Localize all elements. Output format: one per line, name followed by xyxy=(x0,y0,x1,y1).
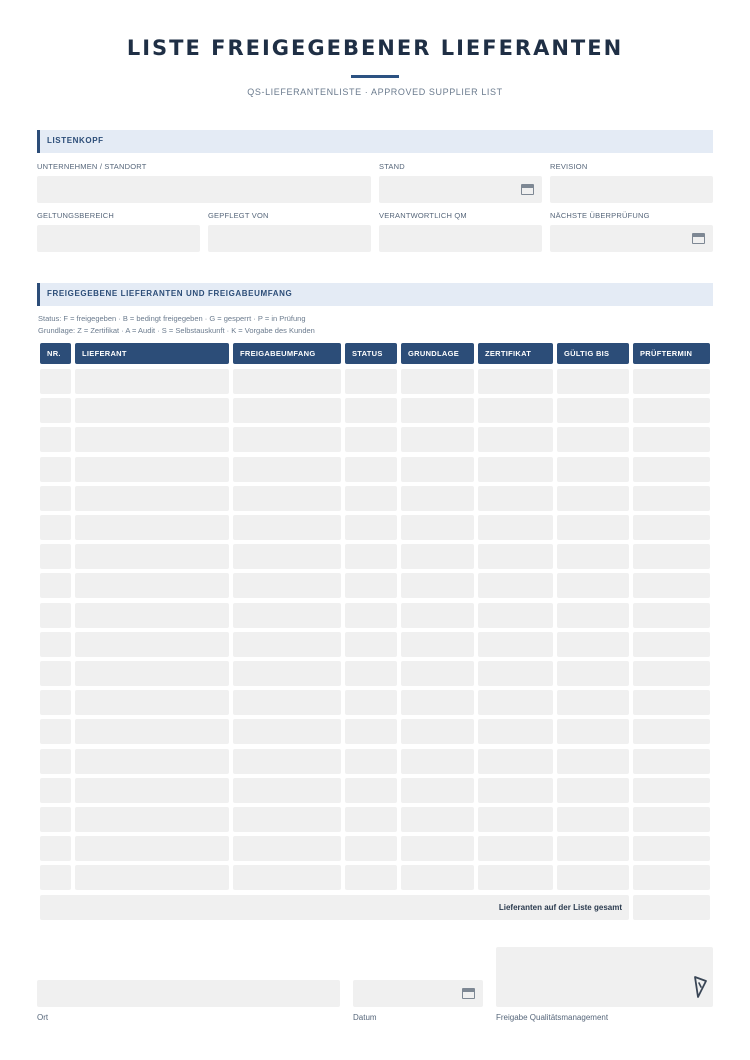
table-cell-basis[interactable] xyxy=(401,603,474,628)
table-cell-supplier[interactable] xyxy=(75,457,229,482)
section-title: LISTENKOPF xyxy=(47,136,104,145)
next-review-date-field[interactable] xyxy=(550,225,713,252)
status-legend: Status: F = freigegeben · B = bedingt freigegeben · G = gesperrt · P = in Prüfung xyxy=(38,314,306,323)
table-cell-scope[interactable] xyxy=(233,865,341,890)
table-cell-supplier[interactable] xyxy=(75,603,229,628)
table-cell-certificate[interactable] xyxy=(478,603,553,628)
table-cell-valid-until[interactable] xyxy=(557,603,629,628)
table-cell-supplier[interactable] xyxy=(75,865,229,890)
table-cell-status[interactable] xyxy=(345,486,397,511)
next-review-label: NÄCHSTE ÜBERPRÜFUNG xyxy=(550,211,650,220)
revision-label: REVISION xyxy=(550,162,588,171)
table-cell-basis[interactable] xyxy=(401,865,474,890)
column-header-basis: GRUNDLAGE xyxy=(401,343,474,364)
table-cell-basis[interactable] xyxy=(401,690,474,715)
column-header-valid-until: GÜLTIG BIS xyxy=(557,343,629,364)
table-cell-certificate[interactable] xyxy=(478,807,553,832)
table-cell-certificate[interactable] xyxy=(478,661,553,686)
table-cell-basis[interactable] xyxy=(401,778,474,803)
table-cell-review-date[interactable] xyxy=(633,836,710,861)
table-cell-certificate[interactable] xyxy=(478,865,553,890)
date-field[interactable] xyxy=(353,980,483,1007)
table-cell-certificate[interactable] xyxy=(478,369,553,394)
scope-field[interactable] xyxy=(37,225,200,252)
table-cell-status[interactable] xyxy=(345,457,397,482)
section-header-list-header xyxy=(37,130,713,153)
table-cell-review-date[interactable] xyxy=(633,719,710,744)
table-cell-certificate[interactable] xyxy=(478,515,553,540)
column-header-scope: FREIGABEUMFANG xyxy=(233,343,341,364)
table-cell-scope[interactable] xyxy=(233,836,341,861)
table-cell-review-date[interactable] xyxy=(633,690,710,715)
table-cell-nr[interactable] xyxy=(40,807,71,832)
place-field[interactable] xyxy=(37,980,340,1007)
basis-legend: Grundlage: Z = Zertifikat · A = Audit · S = Selbstauskunft · K = Vorgabe des Kunden xyxy=(38,326,315,335)
table-cell-review-date[interactable] xyxy=(633,573,710,598)
table-cell-nr[interactable] xyxy=(40,486,71,511)
maintained-by-field[interactable] xyxy=(208,225,371,252)
table-cell-status[interactable] xyxy=(345,661,397,686)
table-cell-review-date[interactable] xyxy=(633,457,710,482)
stand-date-field[interactable] xyxy=(379,176,542,203)
table-cell-supplier[interactable] xyxy=(75,778,229,803)
table-cell-valid-until[interactable] xyxy=(557,573,629,598)
table-cell-certificate[interactable] xyxy=(478,457,553,482)
table-cell-nr[interactable] xyxy=(40,398,71,423)
column-header-nr: NR. xyxy=(40,343,71,364)
table-cell-status[interactable] xyxy=(345,544,397,569)
revision-field[interactable] xyxy=(550,176,713,203)
table-cell-review-date[interactable] xyxy=(633,398,710,423)
table-cell-scope[interactable] xyxy=(233,719,341,744)
table-cell-basis[interactable] xyxy=(401,369,474,394)
table-cell-scope[interactable] xyxy=(233,427,341,452)
table-cell-certificate[interactable] xyxy=(478,398,553,423)
table-cell-supplier[interactable] xyxy=(75,515,229,540)
section-header-suppliers xyxy=(37,283,713,306)
calendar-icon[interactable] xyxy=(462,988,475,999)
table-cell-valid-until[interactable] xyxy=(557,807,629,832)
table-cell-valid-until[interactable] xyxy=(557,632,629,657)
table-cell-certificate[interactable] xyxy=(478,690,553,715)
scope-label: GELTUNGSBEREICH xyxy=(37,211,115,220)
place-label: Ort xyxy=(37,1013,49,1022)
table-cell-basis[interactable] xyxy=(401,515,474,540)
table-cell-nr[interactable] xyxy=(40,457,71,482)
table-cell-basis[interactable] xyxy=(401,427,474,452)
calendar-icon[interactable] xyxy=(692,233,705,244)
table-cell-status[interactable] xyxy=(345,632,397,657)
table-cell-scope[interactable] xyxy=(233,573,341,598)
table-cell-basis[interactable] xyxy=(401,486,474,511)
table-cell-scope[interactable] xyxy=(233,778,341,803)
qm-signature-field[interactable] xyxy=(496,947,713,1007)
page-title: LISTE FREIGEGEBENER LIEFERANTEN xyxy=(126,36,624,60)
table-cell-valid-until[interactable] xyxy=(557,398,629,423)
table-cell-valid-until[interactable] xyxy=(557,427,629,452)
table-cell-supplier[interactable] xyxy=(75,427,229,452)
table-cell-supplier[interactable] xyxy=(75,749,229,774)
table-cell-nr[interactable] xyxy=(40,749,71,774)
table-cell-nr[interactable] xyxy=(40,369,71,394)
table-cell-supplier[interactable] xyxy=(75,398,229,423)
qm-responsible-label: VERANTWORTLICH QM xyxy=(379,211,467,220)
qm-responsible-field[interactable] xyxy=(379,225,542,252)
table-cell-status[interactable] xyxy=(345,398,397,423)
table-cell-status[interactable] xyxy=(345,573,397,598)
table-cell-status[interactable] xyxy=(345,369,397,394)
table-cell-nr[interactable] xyxy=(40,865,71,890)
table-cell-review-date[interactable] xyxy=(633,369,710,394)
section-title: FREIGEGEBENE LIEFERANTEN UND FREIGABEUMFANG xyxy=(47,289,293,298)
table-cell-valid-until[interactable] xyxy=(557,778,629,803)
table-cell-review-date[interactable] xyxy=(633,603,710,628)
table-cell-valid-until[interactable] xyxy=(557,486,629,511)
total-row xyxy=(40,895,629,920)
table-cell-status[interactable] xyxy=(345,836,397,861)
table-cell-valid-until[interactable] xyxy=(557,369,629,394)
total-count-field[interactable] xyxy=(633,895,710,920)
table-cell-scope[interactable] xyxy=(233,749,341,774)
table-cell-review-date[interactable] xyxy=(633,427,710,452)
table-cell-review-date[interactable] xyxy=(633,749,710,774)
table-cell-supplier[interactable] xyxy=(75,690,229,715)
table-cell-scope[interactable] xyxy=(233,544,341,569)
table-cell-basis[interactable] xyxy=(401,544,474,569)
date-label: Datum xyxy=(353,1013,377,1022)
table-cell-certificate[interactable] xyxy=(478,573,553,598)
company-label: UNTERNEHMEN / STANDORT xyxy=(37,162,147,171)
table-cell-basis[interactable] xyxy=(401,398,474,423)
table-cell-basis[interactable] xyxy=(401,807,474,832)
table-cell-valid-until[interactable] xyxy=(557,544,629,569)
table-cell-valid-until[interactable] xyxy=(557,749,629,774)
table-cell-nr[interactable] xyxy=(40,778,71,803)
table-cell-valid-until[interactable] xyxy=(557,836,629,861)
table-cell-review-date[interactable] xyxy=(633,661,710,686)
table-cell-basis[interactable] xyxy=(401,632,474,657)
table-cell-certificate[interactable] xyxy=(478,778,553,803)
maintained-by-label: GEPFLEGT VON xyxy=(208,211,269,220)
table-cell-nr[interactable] xyxy=(40,544,71,569)
table-cell-valid-until[interactable] xyxy=(557,515,629,540)
table-cell-scope[interactable] xyxy=(233,632,341,657)
table-cell-supplier[interactable] xyxy=(75,836,229,861)
table-cell-status[interactable] xyxy=(345,515,397,540)
table-cell-supplier[interactable] xyxy=(75,573,229,598)
table-cell-nr[interactable] xyxy=(40,573,71,598)
table-cell-status[interactable] xyxy=(345,778,397,803)
column-header-supplier: LIEFERANT xyxy=(75,343,229,364)
table-cell-scope[interactable] xyxy=(233,398,341,423)
title-divider xyxy=(351,75,399,78)
table-cell-nr[interactable] xyxy=(40,719,71,744)
table-cell-valid-until[interactable] xyxy=(557,719,629,744)
table-cell-valid-until[interactable] xyxy=(557,457,629,482)
table-cell-review-date[interactable] xyxy=(633,486,710,511)
table-cell-supplier[interactable] xyxy=(75,807,229,832)
page-subtitle: QS-LIEFERANTENLISTE · APPROVED SUPPLIER LIST xyxy=(247,87,503,97)
table-cell-status[interactable] xyxy=(345,749,397,774)
pen-nib-icon xyxy=(692,975,708,999)
table-cell-basis[interactable] xyxy=(401,836,474,861)
table-cell-review-date[interactable] xyxy=(633,778,710,803)
table-cell-valid-until[interactable] xyxy=(557,661,629,686)
table-cell-supplier[interactable] xyxy=(75,632,229,657)
table-cell-status[interactable] xyxy=(345,865,397,890)
column-header-review-date: PRÜFTERMIN xyxy=(633,343,710,364)
table-cell-review-date[interactable] xyxy=(633,807,710,832)
table-cell-supplier[interactable] xyxy=(75,544,229,569)
table-cell-review-date[interactable] xyxy=(633,544,710,569)
table-cell-basis[interactable] xyxy=(401,661,474,686)
table-cell-scope[interactable] xyxy=(233,661,341,686)
qm-approval-label: Freigabe Qualitätsmanagement xyxy=(496,1013,609,1022)
table-cell-scope[interactable] xyxy=(233,457,341,482)
table-cell-certificate[interactable] xyxy=(478,836,553,861)
table-cell-scope[interactable] xyxy=(233,369,341,394)
table-cell-nr[interactable] xyxy=(40,603,71,628)
table-cell-certificate[interactable] xyxy=(478,486,553,511)
table-cell-scope[interactable] xyxy=(233,486,341,511)
table-cell-review-date[interactable] xyxy=(633,515,710,540)
company-field[interactable] xyxy=(37,176,371,203)
stand-label: STAND xyxy=(379,162,405,171)
table-cell-supplier[interactable] xyxy=(75,661,229,686)
table-cell-basis[interactable] xyxy=(401,457,474,482)
table-cell-basis[interactable] xyxy=(401,719,474,744)
table-cell-review-date[interactable] xyxy=(633,632,710,657)
table-cell-status[interactable] xyxy=(345,603,397,628)
table-cell-scope[interactable] xyxy=(233,807,341,832)
table-cell-scope[interactable] xyxy=(233,690,341,715)
table-cell-supplier[interactable] xyxy=(75,486,229,511)
table-cell-status[interactable] xyxy=(345,427,397,452)
table-cell-valid-until[interactable] xyxy=(557,865,629,890)
table-cell-certificate[interactable] xyxy=(478,719,553,744)
table-cell-nr[interactable] xyxy=(40,427,71,452)
table-cell-nr[interactable] xyxy=(40,690,71,715)
table-cell-status[interactable] xyxy=(345,719,397,744)
table-cell-certificate[interactable] xyxy=(478,427,553,452)
total-label: Lieferanten auf der Liste gesamt xyxy=(498,903,622,912)
column-header-status: STATUS xyxy=(345,343,397,364)
table-cell-scope[interactable] xyxy=(233,515,341,540)
table-cell-certificate[interactable] xyxy=(478,749,553,774)
table-cell-certificate[interactable] xyxy=(478,544,553,569)
table-cell-scope[interactable] xyxy=(233,603,341,628)
column-header-certificate: ZERTIFIKAT xyxy=(478,343,553,364)
table-cell-status[interactable] xyxy=(345,690,397,715)
table-cell-nr[interactable] xyxy=(40,836,71,861)
table-cell-certificate[interactable] xyxy=(478,632,553,657)
table-cell-basis[interactable] xyxy=(401,749,474,774)
table-cell-basis[interactable] xyxy=(401,573,474,598)
table-cell-valid-until[interactable] xyxy=(557,690,629,715)
table-cell-nr[interactable] xyxy=(40,632,71,657)
table-cell-nr[interactable] xyxy=(40,661,71,686)
table-cell-status[interactable] xyxy=(345,807,397,832)
table-cell-review-date[interactable] xyxy=(633,865,710,890)
table-cell-nr[interactable] xyxy=(40,515,71,540)
table-cell-supplier[interactable] xyxy=(75,369,229,394)
table-cell-supplier[interactable] xyxy=(75,719,229,744)
calendar-icon[interactable] xyxy=(521,184,534,195)
